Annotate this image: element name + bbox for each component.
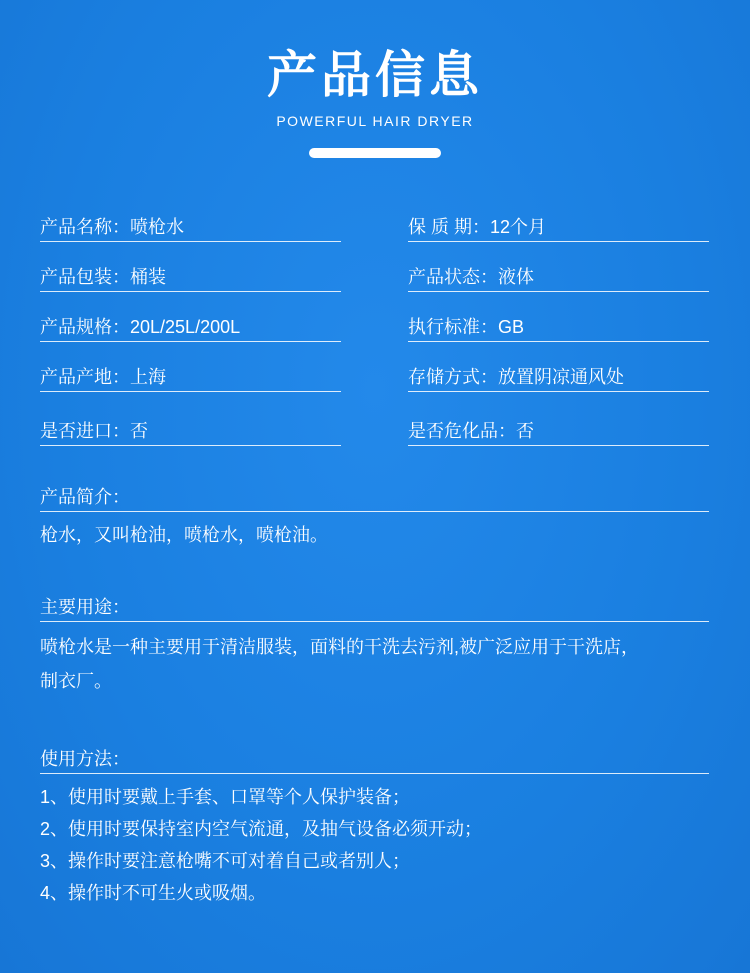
field-state bbox=[408, 263, 709, 292]
method-heading: 使用方法： bbox=[40, 745, 709, 774]
page-header bbox=[0, 40, 750, 158]
list-item: 3、操作时要注意枪嘴不可对着自己或者别人； bbox=[40, 851, 411, 871]
field-value: 20L/25L/200L bbox=[130, 317, 241, 337]
field-packaging bbox=[40, 263, 341, 292]
field-label: 是否进口： bbox=[40, 421, 130, 441]
intro-heading: 产品简介： bbox=[40, 483, 709, 512]
field-imported bbox=[40, 417, 341, 446]
intro-text: 枪水，又叫枪油，喷枪水，喷枪油。 bbox=[40, 525, 328, 545]
field-label: 产品产地： bbox=[40, 367, 130, 387]
field-standard bbox=[408, 313, 709, 342]
usage-text-line1: 喷枪水是一种主要用于清洁服装，面料的干洗去污剂,被广泛应用于干洗店， bbox=[40, 637, 639, 657]
field-shelf-life bbox=[408, 213, 709, 242]
usage-text-line2: 制衣厂。 bbox=[40, 671, 112, 691]
field-spec bbox=[40, 313, 341, 342]
field-value: 否 bbox=[130, 421, 148, 441]
page-title: 产品信息 bbox=[267, 47, 483, 103]
field-label: 存储方式： bbox=[408, 367, 498, 387]
field-label: 产品名称： bbox=[40, 217, 130, 237]
field-origin bbox=[40, 363, 341, 392]
field-label: 保 质 期： bbox=[408, 217, 491, 237]
field-product-name bbox=[40, 213, 341, 242]
field-value: 放置阴凉通风处 bbox=[498, 367, 624, 387]
page-subtitle: POWERFUL HAIR DRYER bbox=[276, 113, 474, 129]
field-value: 喷枪水 bbox=[130, 217, 184, 237]
field-value: GB bbox=[498, 317, 525, 337]
field-value: 否 bbox=[516, 421, 534, 441]
field-label: 产品包装： bbox=[40, 267, 130, 287]
method-steps-list bbox=[40, 781, 720, 909]
list-item: 4、操作时不可生火或吸烟。 bbox=[40, 883, 267, 903]
field-label: 产品规格： bbox=[40, 317, 130, 337]
field-value: 桶装 bbox=[130, 267, 166, 287]
field-storage bbox=[408, 363, 709, 392]
list-item: 2、使用时要保持室内空气流通，及抽气设备必须开动； bbox=[40, 819, 483, 839]
list-item: 1、使用时要戴上手套、口罩等个人保护装备； bbox=[40, 787, 411, 807]
field-label: 产品状态： bbox=[408, 267, 498, 287]
field-value: 液体 bbox=[498, 267, 534, 287]
field-hazardous bbox=[408, 417, 709, 446]
title-underline-bar bbox=[309, 148, 441, 158]
usage-heading: 主要用途： bbox=[40, 593, 709, 622]
field-value: 上海 bbox=[130, 367, 166, 387]
field-label: 执行标准： bbox=[408, 317, 498, 337]
field-label: 是否危化品： bbox=[408, 421, 516, 441]
field-value: 12个月 bbox=[490, 217, 547, 237]
